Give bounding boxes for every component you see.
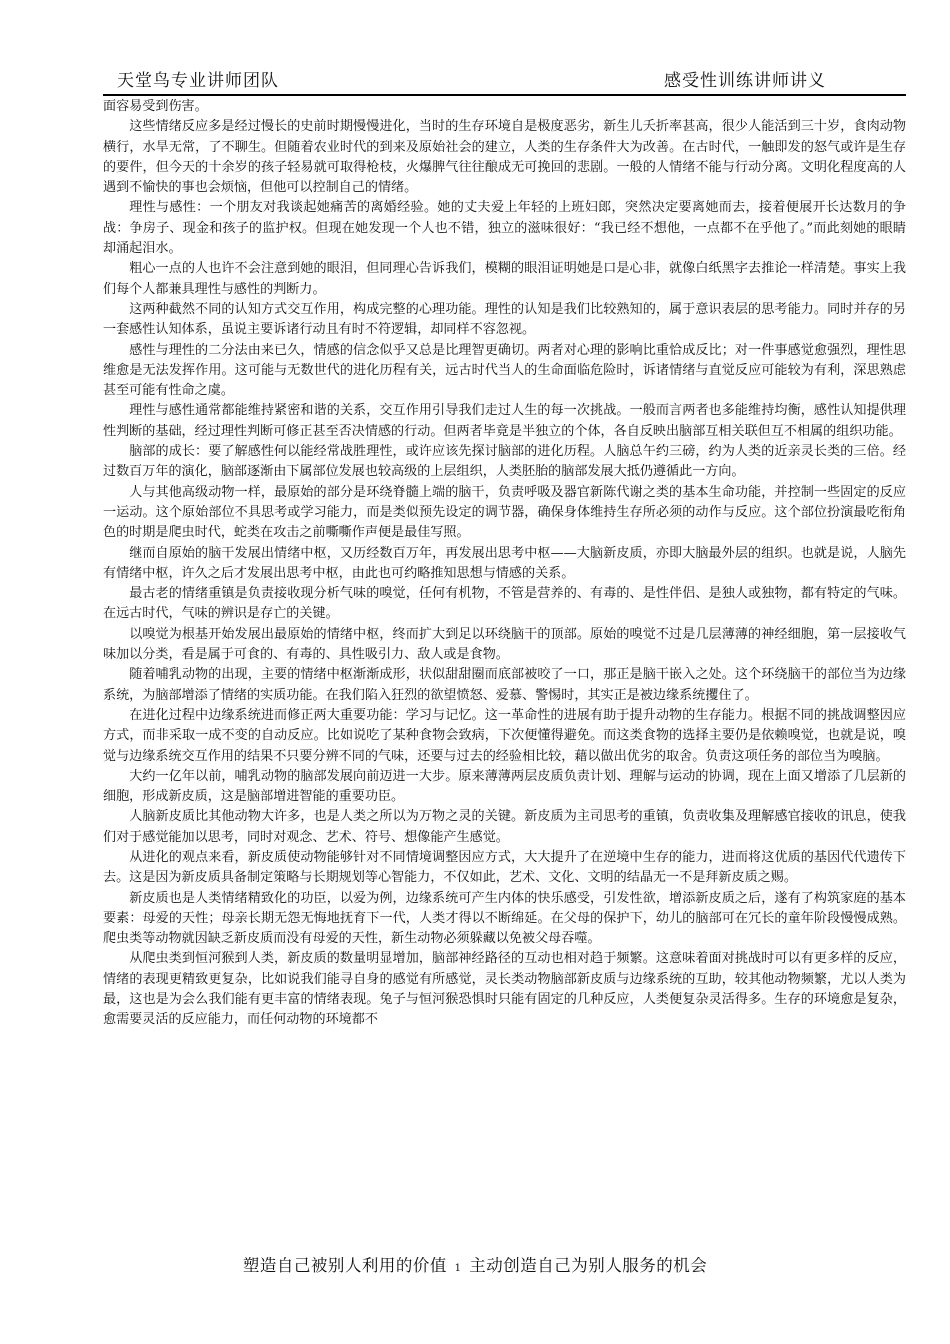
paragraph: 粗心一点的人也许不会注意到她的眼泪，但同理心告诉我们，模糊的眼泪证明她是口是心非，就像白纸黑字去推论一样清楚。事实上我们每个人都兼具理性与感性的判断力。 <box>103 261 906 297</box>
page-footer <box>0 1252 950 1276</box>
paragraph: 这些情绪反应多是经过慢长的史前时期慢慢进化，当时的生存环境自是极度恶劣，新生儿夭折率甚高，很少人能活到三十岁，食肉动物横行，水旱无常，了不聊生。但随着农业时代的到来及原始社会的建立，人类的生存条件大为改善。在古时代，一触即发的怒气或许是生存的要件，但今天的十余岁的孩子轻易就可取得枪枝，火爆脾气往往酿成无可挽回的悲剧。一般的人情绪不能与行动分离。文明化程度高的人遇到不愉快的事也会烦恼，但他可以控制自己的情绪。 <box>103 119 906 196</box>
paragraph: 感性与理性的二分法由来已久，情感的信念似乎又总是比理智更确切。两者对心理的影响比重恰成反比；对一件事感觉愈强烈，理性思维愈是无法发挥作用。这可能与无数世代的进化历程有关，远古时代当人的生命面临危险时，诉诸情绪与直觉反应可能较为有利，深思熟虑甚至可能有性命之虞。 <box>103 342 906 399</box>
paragraph: 面容易受到伤害。 <box>103 99 208 114</box>
paragraph: 继而自原始的脑干发展出情绪中枢，又历经数百万年，再发展出思考中枢——大脑新皮质，亦即大脑最外层的组织。也就是说，人脑先有情绪中枢，许久之后才发展出思考中枢，由此也可约略推知思想与情感的关系。 <box>103 545 906 581</box>
paragraph: 从爬虫类到恒河猴到人类，新皮质的数量明显增加，脑部神经路径的互动也相对趋于频繁。这意味着面对挑战时可以有更多样的反应，情绪的表现更精致更复杂，比如说我们能寻自身的感觉有所感觉，灵长类动物脑部新皮质与边缘系统的互助，较其他动物频繁，尤以人类为最，这也是为会么我们能有更丰富的情绪表现。兔子与恒河猴恐惧时只能有固定的几种反应，人类便复杂灵活得多。生存的环境愈是复杂，愈需要灵活的反应能力，而任何动物的环境都不 <box>103 951 906 1028</box>
paragraph: 以嗅觉为根基开始发展出最原始的情绪中枢，终而扩大到足以环绕脑干的顶部。原始的嗅觉不过是几层薄薄的神经细胞，第一层接收气味加以分类，看是属于可食的、有毒的、具性吸引力、敌人或是食物。 <box>103 626 906 663</box>
paragraph: 这两种截然不同的认知方式交互作用，构成完整的心理功能。理性的认知是我们比较熟知的，属于意识表层的思考能力。同时并存的另一套感性认知体系，虽说主要诉诸行动且有时不符逻辑，却同样不容忽视。 <box>103 301 906 338</box>
document-body <box>103 97 906 1243</box>
footer-slogan-right: 主动创造自己为别人服务的机会 <box>469 1256 708 1275</box>
paragraph: 新皮质也是人类情绪精致化的功臣，以爱为例，边缘系统可产生内体的快乐感受，引发性欲，增添新皮质之后，遂有了构筑家庭的基本要素：母爱的天性；母亲长期无怨无悔地抚育下一代，人类才得以不断绵延。在父母的保护下，幼儿的脑部可在冗长的童年阶段慢慢成熟。爬虫类等动物就因缺乏新皮质而没有母爱的天性，新生动物必须躲藏以免被父母吞噬。 <box>103 890 906 947</box>
paragraph: 在进化过程中边缘系统进而修正两大重要功能：学习与记忆。这一革命性的进展有助于提升动物的生存能力。根据不同的挑战调整因应方式，而非采取一成不变的自动反应。比如说吃了某种食物会致病，下次便懂得避免。而这类食物的选择主要仍是依赖嗅觉，也就是说，嗅觉与边缘系统交互作用的结果不只要分辨不同的气味，还要与过去的经验相比较，藉以做出优劣的取舍。负责这项任务的部位当为嗅脑。 <box>103 707 906 764</box>
paragraph: 理性与感性：一个朋友对我谈起她痛苦的离婚经验。她的丈夫爱上年轻的上班妇郎，突然决定要离她而去，接着便展开长达数月的争战：争房子、现金和孩子的监护权。但现在她发现一个人也不错，独立的滋味很好：“我已经不想他，一点都不在乎他了。”而此刻她的眼睛却涌起泪水。 <box>103 200 906 257</box>
paragraph: 从进化的观点来看，新皮质使动物能够针对不同情境调整因应方式，大大提升了在逆境中生存的能力，进而将这优质的基因代代遗传下去。这是因为新皮质具备制定策略与长期规划等心智能力，不仅如此，艺术、文化、文明的结晶无一不是拜新皮质之赐。 <box>103 849 906 886</box>
paragraph: 脑部的成长：要了解感性何以能经常战胜理性，或许应该先探讨脑部的进化历程。人脑总午约三磅，约为人类的近亲灵长类的三倍。经过数百万年的演化，脑部逐渐由下属部位发展也较高级的上层组织，人类胚胎的脑部发展大抵仍遵循此一方向。 <box>103 444 906 480</box>
paragraph: 随着哺乳动物的出现，主要的情绪中枢渐渐成形，状似甜甜圈而底部被咬了一口，那正是脑干嵌入之处。这个环绕脑干的部位当为边缘系统，为脑部增添了情绪的实质功能。在我们陷入狂烈的欲望愤怒、爱慕、警惕时，其实正是被边缘系统攫住了。 <box>103 667 906 703</box>
page-number: 1 <box>454 1263 462 1274</box>
paragraph: 人脑新皮质比其他动物大许多，也是人类之所以为万物之灵的关键。新皮质为主司思考的重镇，负责收集及理解感官接收的讯息，使我们对于感觉能加以思考，同时对观念、艺术、符号、想像能产生感觉。 <box>103 809 906 845</box>
footer-slogan-left: 塑造自己被别人利用的价值 <box>242 1256 447 1275</box>
paragraph: 人与其他高级动物一样，最原始的部分是环绕脊髓上端的脑干，负责呼吸及器官新陈代谢之类的基本生命功能，并控制一些固定的反应一运动。这个原始部位不具思考或学习能力，而是类似预先设定的调节器，确保身体维持生存所必须的动作与反应。这个部位扮演最吃衔角色的时期是爬虫时代，蛇类在攻击之前嘶嘶作声便是最佳写照。 <box>103 484 906 541</box>
paragraph: 最古老的情绪重镇是负责接收现分析气味的嗅觉，任何有机物，不管是营养的、有毒的、是性伴侣、是独人或独物，都有特定的气味。在远古时代，气味的辨识是存亡的关键。 <box>103 586 906 622</box>
header-document-title: 感受性训练讲师讲义 <box>664 71 826 91</box>
paragraph: 理性与感性通常都能维持紧密和谐的关系，交互作用引导我们走过人生的每一次挑战。一般而言两者也多能维持均衡，感性认知提供理性判断的基础，经过理性判断可修正甚至否决情感的行动。但两者毕竟是半独立的个体，各自反映出脑部互相关联但互不相属的组织功能。 <box>103 403 906 439</box>
page-header <box>103 64 906 96</box>
paragraph: 大约一亿年以前，哺乳动物的脑部发展向前迈进一大步。原来薄薄两层皮质负责计划、理解与运动的协调，现在上面又增添了几层新的细胞，形成新皮质，这是脑部增进智能的重要功臣。 <box>103 768 906 805</box>
header-team-name: 天堂鸟专业讲师团队 <box>117 71 279 91</box>
